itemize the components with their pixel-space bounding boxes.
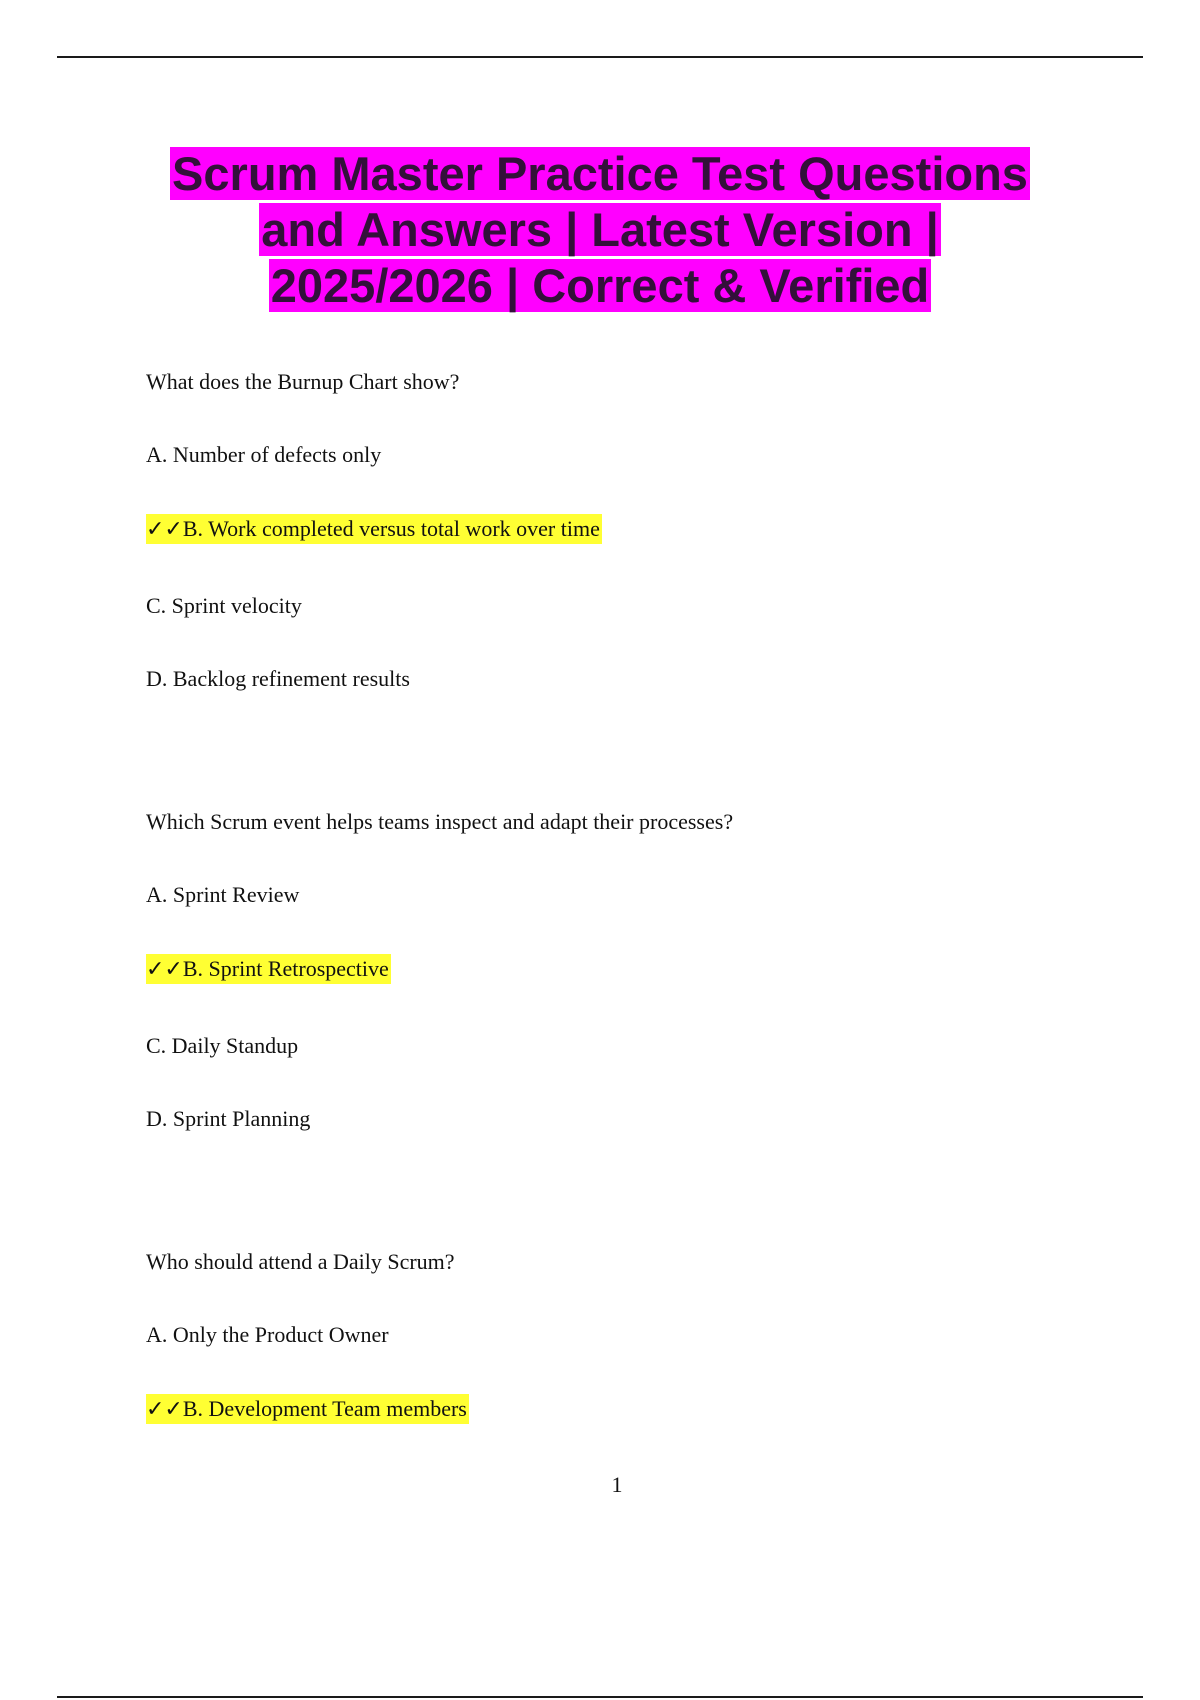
check-mark-icon: ✓✓ (146, 957, 183, 982)
question-1-option-b-correct (146, 515, 602, 544)
question-1-option-c: C. Sprint velocity (146, 593, 302, 618)
question-3-option-a: A. Only the Product Owner (146, 1322, 389, 1347)
question-2-option-d: D. Sprint Planning (146, 1106, 311, 1131)
title-line-3: 2025/2026 | Correct & Verified (270, 259, 930, 312)
page-number: 1 (611, 1472, 623, 1497)
footer-rule (57, 1696, 1143, 1698)
question-1-option-a: A. Number of defects only (146, 442, 382, 467)
check-mark-icon: ✓✓ (146, 517, 183, 542)
question-2-option-b-correct (146, 955, 391, 984)
question-1-option-d: D. Backlog refinement results (146, 666, 410, 691)
question-2-option-b: B. Sprint Retrospective (182, 956, 389, 981)
question-2-text: Which Scrum event helps teams inspect and adapt their processes? (146, 809, 734, 834)
question-3-text: Who should attend a Daily Scrum? (146, 1249, 455, 1274)
document-title (60, 146, 1140, 314)
title-line-2: and Answers | Latest Version | (261, 203, 939, 256)
question-3-option-b-correct (146, 1395, 469, 1424)
question-1-option-b: B. Work completed versus total work over time (182, 516, 600, 541)
title-line-1: Scrum Master Practice Test Questions (172, 147, 1028, 200)
question-2-option-a: A. Sprint Review (146, 882, 300, 907)
question-2-option-c: C. Daily Standup (146, 1033, 299, 1058)
question-3-option-b: B. Development Team members (182, 1396, 467, 1421)
header-rule (57, 56, 1143, 58)
check-mark-icon: ✓✓ (146, 1397, 183, 1422)
question-1-text: What does the Burnup Chart show? (146, 369, 460, 394)
